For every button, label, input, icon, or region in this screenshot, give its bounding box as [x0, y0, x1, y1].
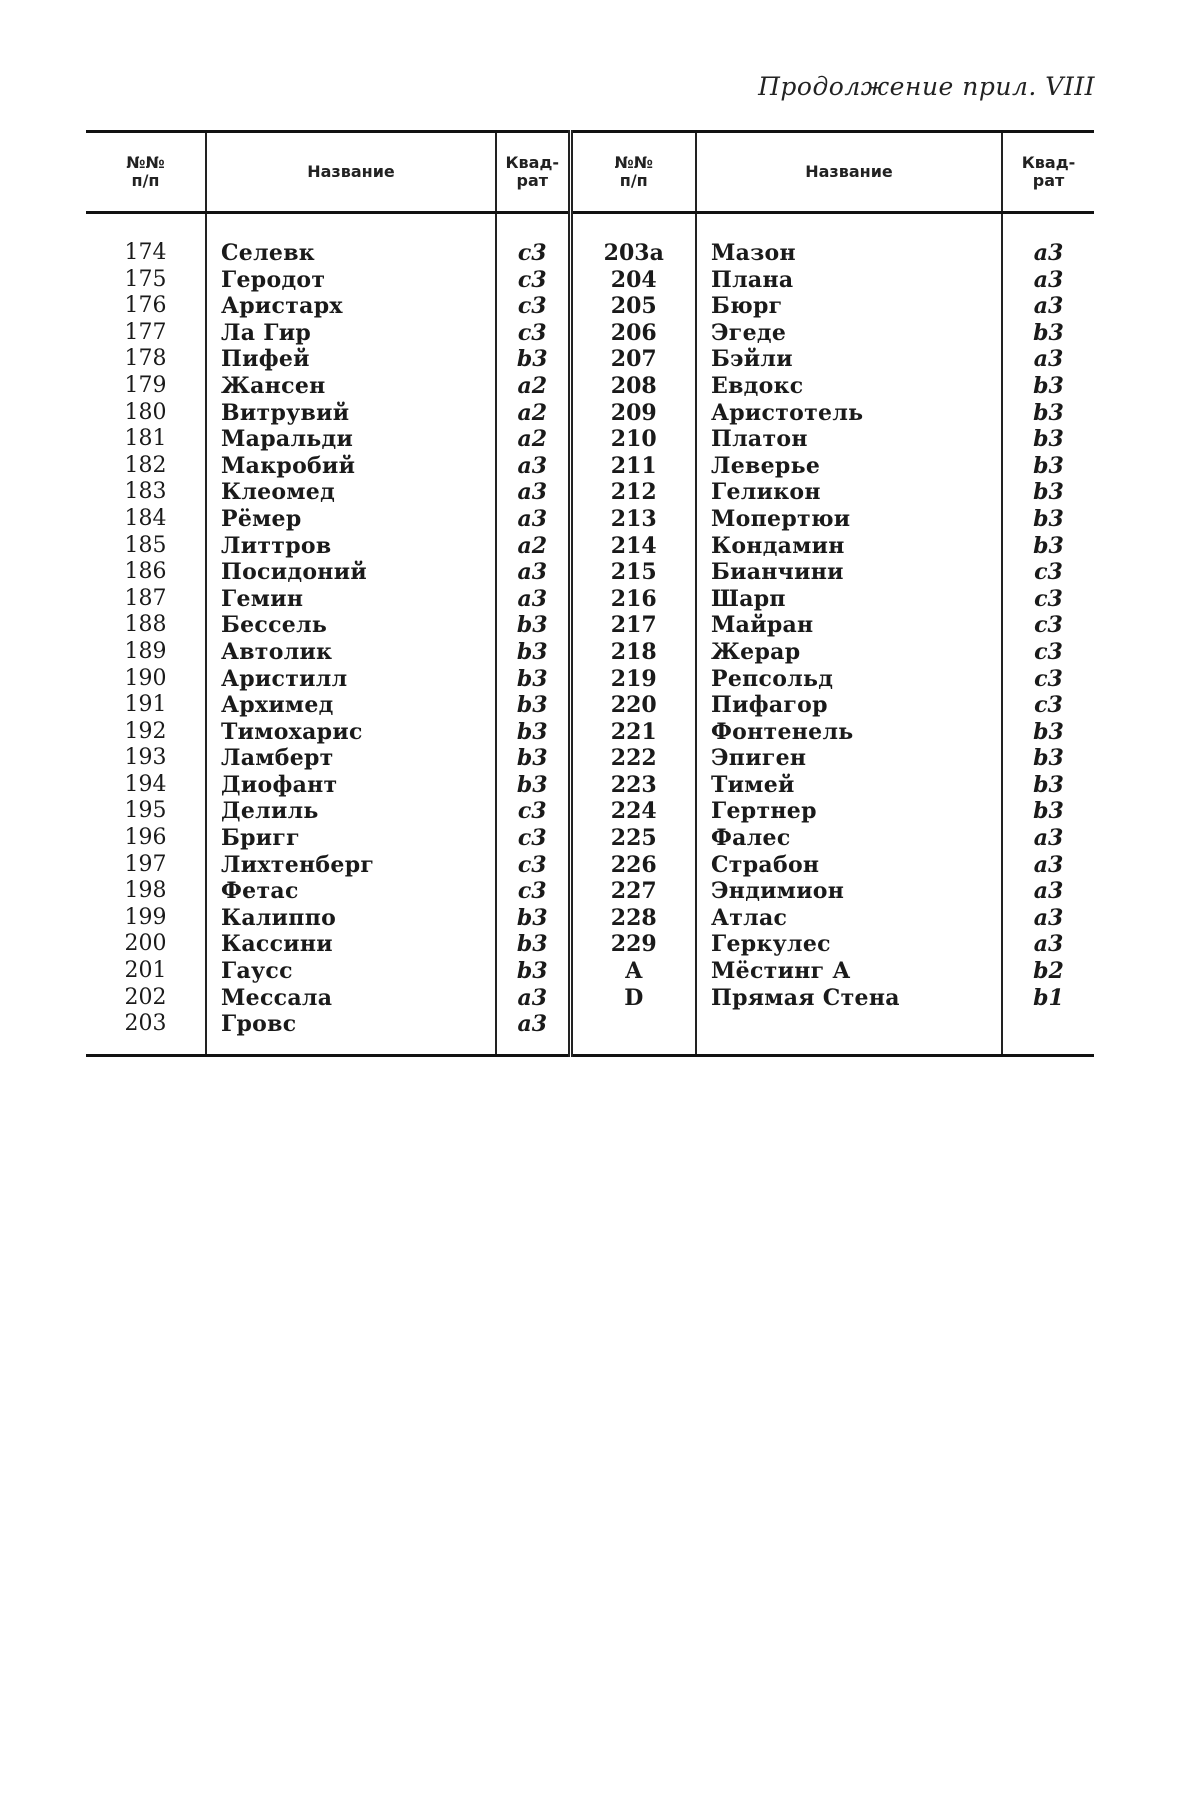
- crater-quadrant: b3: [1002, 533, 1094, 560]
- crater-quadrant: a3: [496, 453, 570, 480]
- crater-name: Фонтенель: [696, 719, 1002, 746]
- crater-number: 208: [570, 373, 696, 400]
- crater-number: 221: [570, 719, 696, 746]
- table-row: [86, 559, 1094, 586]
- crater-name: Фалес: [696, 825, 1002, 852]
- crater-number: 214: [570, 533, 696, 560]
- table-row: [86, 506, 1094, 533]
- crater-quadrant: b3: [1002, 798, 1094, 825]
- crater-number: 219: [570, 666, 696, 693]
- crater-name: Литтров: [206, 533, 496, 560]
- crater-quadrant: b3: [496, 346, 570, 373]
- crater-number: 187: [124, 585, 167, 611]
- crater-name: Пифей: [206, 346, 496, 373]
- table-row: [86, 666, 1094, 693]
- crater-number: 175: [124, 266, 167, 292]
- crater-name: Эпиген: [696, 745, 1002, 772]
- crater-number: 184: [124, 505, 167, 531]
- crater-quadrant: b2: [1002, 958, 1094, 985]
- crater-name: Кассини: [206, 931, 496, 958]
- crater-quadrant: b3: [1002, 320, 1094, 347]
- crater-number: 211: [570, 453, 696, 480]
- crater-quadrant: c3: [1002, 666, 1094, 693]
- crater-quadrant: a3: [1002, 852, 1094, 879]
- crater-quadrant: b3: [496, 612, 570, 639]
- crater-number: 192: [124, 718, 167, 744]
- crater-name: Калиппо: [206, 905, 496, 932]
- crater-quadrant: c3: [1002, 586, 1094, 613]
- table-row: [86, 692, 1094, 719]
- table-body: [86, 213, 1094, 1056]
- crater-name: Селевк: [206, 240, 496, 267]
- crater-name: Бюрг: [696, 293, 1002, 320]
- table-spacer-row: [86, 1038, 1094, 1056]
- crater-name: Маральди: [206, 426, 496, 453]
- crater-name: Бэйли: [696, 346, 1002, 373]
- crater-number: 213: [570, 506, 696, 533]
- crater-quadrant: a3: [1002, 346, 1094, 373]
- crater-name: Тимей: [696, 772, 1002, 799]
- crater-number: 183: [124, 479, 167, 505]
- crater-number: 210: [570, 426, 696, 453]
- crater-name: Эгеде: [696, 320, 1002, 347]
- crater-name: Леверье: [696, 453, 1002, 480]
- crater-number: 190: [124, 665, 167, 691]
- crater-number: [570, 1011, 696, 1038]
- table-row: [86, 293, 1094, 320]
- crater-number: 226: [570, 852, 696, 879]
- crater-quadrant: a3: [1002, 931, 1094, 958]
- table-row: [86, 479, 1094, 506]
- crater-number: 196: [124, 825, 167, 851]
- crater-quadrant: a3: [1002, 240, 1094, 267]
- crater-name: Мазон: [696, 240, 1002, 267]
- table-row: [86, 825, 1094, 852]
- table-row: [86, 878, 1094, 905]
- table-row: [86, 400, 1094, 427]
- crater-number: 188: [124, 612, 167, 638]
- crater-quadrant: b3: [496, 931, 570, 958]
- crater-number: 229: [570, 931, 696, 958]
- crater-number: 179: [124, 372, 167, 398]
- crater-number: 217: [570, 612, 696, 639]
- crater-number: 225: [570, 825, 696, 852]
- table-row: [86, 958, 1094, 985]
- crater-quadrant: b3: [1002, 400, 1094, 427]
- crater-number: 197: [124, 851, 167, 877]
- crater-quadrant: b3: [496, 666, 570, 693]
- crater-quadrant: b3: [1002, 479, 1094, 506]
- crater-name: Ламберт: [206, 745, 496, 772]
- crater-quadrant: c3: [496, 240, 570, 267]
- crater-name: Аристотель: [696, 400, 1002, 427]
- crater-quadrant: a3: [1002, 267, 1094, 294]
- crater-name: Гемин: [206, 586, 496, 613]
- crater-number: 182: [124, 452, 167, 478]
- crater-number: 215: [570, 559, 696, 586]
- crater-name: Лихтенберг: [206, 852, 496, 879]
- crater-name: Геликон: [696, 479, 1002, 506]
- column-header-quadrant: Квад- рат: [496, 132, 570, 213]
- crater-quadrant: b3: [496, 745, 570, 772]
- crater-name: Пифагор: [696, 692, 1002, 719]
- crater-name: Посидоний: [206, 559, 496, 586]
- crater-name: [696, 1011, 1002, 1038]
- crater-number: 202: [124, 984, 167, 1010]
- crater-quadrant: c3: [496, 320, 570, 347]
- table-row: [86, 772, 1094, 799]
- table-row: [86, 852, 1094, 879]
- crater-name: Мёстинг А: [696, 958, 1002, 985]
- crater-quadrant: c3: [1002, 559, 1094, 586]
- crater-name: Мессала: [206, 985, 496, 1012]
- table-row: [86, 745, 1094, 772]
- crater-number: 224: [570, 798, 696, 825]
- crater-quadrant: a2: [496, 533, 570, 560]
- crater-name: Атлас: [696, 905, 1002, 932]
- crater-quadrant: a3: [1002, 825, 1094, 852]
- table-row: [86, 639, 1094, 666]
- crater-name: Плана: [696, 267, 1002, 294]
- crater-number: D: [570, 985, 696, 1012]
- crater-name: Диофант: [206, 772, 496, 799]
- crater-quadrant: a3: [496, 479, 570, 506]
- crater-name: Майран: [696, 612, 1002, 639]
- crater-name: Гертнер: [696, 798, 1002, 825]
- crater-name: Платон: [696, 426, 1002, 453]
- crater-quadrant: a3: [496, 1011, 570, 1038]
- crater-name: Тимохарис: [206, 719, 496, 746]
- crater-quadrant: b3: [496, 772, 570, 799]
- crater-number: 203: [124, 1011, 167, 1037]
- crater-name: Жерар: [696, 639, 1002, 666]
- crater-quadrant: c3: [496, 825, 570, 852]
- crater-quadrant: a3: [496, 559, 570, 586]
- crater-name: Автолик: [206, 639, 496, 666]
- crater-name: Делиль: [206, 798, 496, 825]
- crater-quadrant: b3: [1002, 506, 1094, 533]
- column-header-quadrant-2: Квад- рат: [1002, 132, 1094, 213]
- crater-name: Архимед: [206, 692, 496, 719]
- crater-number: 195: [124, 798, 167, 824]
- table-row: [86, 905, 1094, 932]
- crater-name: Аристарх: [206, 293, 496, 320]
- crater-number: 186: [124, 559, 167, 585]
- crater-name: Геркулес: [696, 931, 1002, 958]
- crater-quadrant: b3: [496, 692, 570, 719]
- crater-name: Гровс: [206, 1011, 496, 1038]
- page-header: Продолжение прил. VIII: [758, 72, 1095, 101]
- crater-number: 204: [570, 267, 696, 294]
- crater-number: 209: [570, 400, 696, 427]
- crater-quadrant: c3: [1002, 612, 1094, 639]
- crater-name: Шарп: [696, 586, 1002, 613]
- crater-quadrant: c3: [496, 293, 570, 320]
- crater-quadrant: c3: [496, 852, 570, 879]
- crater-number: 216: [570, 586, 696, 613]
- crater-name: Ла Гир: [206, 320, 496, 347]
- crater-number: 207: [570, 346, 696, 373]
- crater-quadrant: c3: [496, 798, 570, 825]
- crater-name: Гаусс: [206, 958, 496, 985]
- craters-table-container: [86, 130, 1094, 1057]
- crater-quadrant: b1: [1002, 985, 1094, 1012]
- crater-quadrant: a2: [496, 400, 570, 427]
- crater-quadrant: c3: [1002, 692, 1094, 719]
- crater-quadrant: b3: [1002, 426, 1094, 453]
- table-row: [86, 426, 1094, 453]
- crater-number: 177: [124, 319, 167, 345]
- crater-name: Прямая Стена: [696, 985, 1002, 1012]
- table-row: [86, 612, 1094, 639]
- table-spacer-row: [86, 213, 1094, 241]
- crater-number: 228: [570, 905, 696, 932]
- table-row: [86, 373, 1094, 400]
- column-header-number: №№ п/п: [126, 153, 165, 190]
- crater-number: 201: [124, 958, 167, 984]
- crater-name: Бригг: [206, 825, 496, 852]
- crater-quadrant: b3: [1002, 373, 1094, 400]
- table-row: [86, 346, 1094, 373]
- crater-name: Фетас: [206, 878, 496, 905]
- crater-number: 218: [570, 639, 696, 666]
- crater-name: Клеомед: [206, 479, 496, 506]
- column-header-name-2: Название: [696, 132, 1002, 213]
- table-row: [86, 267, 1094, 294]
- crater-quadrant: c3: [496, 267, 570, 294]
- crater-quadrant: a2: [496, 373, 570, 400]
- crater-number: 193: [124, 745, 167, 771]
- column-header-number-2: №№ п/п: [570, 132, 696, 213]
- crater-quadrant: c3: [496, 878, 570, 905]
- crater-quadrant: c3: [1002, 639, 1094, 666]
- table-row: [86, 719, 1094, 746]
- crater-number: A: [570, 958, 696, 985]
- crater-number: 191: [124, 692, 167, 718]
- table-row: [86, 240, 1094, 267]
- crater-quadrant: a3: [1002, 293, 1094, 320]
- crater-number: 206: [570, 320, 696, 347]
- crater-number: 174: [124, 240, 167, 265]
- crater-name: Витрувий: [206, 400, 496, 427]
- crater-name: Рёмер: [206, 506, 496, 533]
- crater-quadrant: a3: [1002, 905, 1094, 932]
- crater-number: 178: [124, 346, 167, 372]
- table-row: [86, 533, 1094, 560]
- crater-quadrant: b3: [496, 958, 570, 985]
- crater-number: 220: [570, 692, 696, 719]
- table-row: [86, 320, 1094, 347]
- crater-name: Репсольд: [696, 666, 1002, 693]
- column-header-name: Название: [206, 132, 496, 213]
- crater-name: Макробий: [206, 453, 496, 480]
- crater-name: Евдокс: [696, 373, 1002, 400]
- crater-number: 185: [124, 532, 167, 558]
- crater-quadrant: b3: [496, 719, 570, 746]
- crater-name: Мопертюи: [696, 506, 1002, 533]
- crater-quadrant: a2: [496, 426, 570, 453]
- crater-number: 199: [124, 904, 167, 930]
- table-row: [86, 1011, 1094, 1038]
- crater-quadrant: a3: [496, 586, 570, 613]
- crater-number: 212: [570, 479, 696, 506]
- table-row: [86, 985, 1094, 1012]
- crater-name: Бианчини: [696, 559, 1002, 586]
- crater-quadrant: a3: [1002, 878, 1094, 905]
- crater-quadrant: b3: [1002, 772, 1094, 799]
- crater-name: Геродот: [206, 267, 496, 294]
- crater-quadrant: a3: [496, 506, 570, 533]
- crater-quadrant: [1002, 1011, 1094, 1038]
- crater-number: 180: [124, 399, 167, 425]
- crater-number: 181: [124, 426, 167, 452]
- crater-number: 205: [570, 293, 696, 320]
- crater-quadrant: b3: [1002, 453, 1094, 480]
- crater-name: Бессель: [206, 612, 496, 639]
- table-row: [86, 798, 1094, 825]
- crater-name: Кондамин: [696, 533, 1002, 560]
- table-row: [86, 586, 1094, 613]
- table-header-row: [86, 132, 1094, 213]
- crater-number: 223: [570, 772, 696, 799]
- crater-quadrant: b3: [496, 905, 570, 932]
- crater-number: 200: [124, 931, 167, 957]
- crater-quadrant: b3: [496, 639, 570, 666]
- crater-number: 227: [570, 878, 696, 905]
- crater-number: 194: [124, 771, 167, 797]
- craters-table: [86, 130, 1094, 1057]
- crater-quadrant: b3: [1002, 745, 1094, 772]
- crater-number: 189: [124, 638, 167, 664]
- crater-name: Жансен: [206, 373, 496, 400]
- crater-number: 222: [570, 745, 696, 772]
- crater-name: Эндимион: [696, 878, 1002, 905]
- crater-name: Страбон: [696, 852, 1002, 879]
- crater-number: 203а: [570, 240, 696, 267]
- crater-quadrant: b3: [1002, 719, 1094, 746]
- crater-name: Аристилл: [206, 666, 496, 693]
- table-row: [86, 931, 1094, 958]
- crater-number: 176: [124, 293, 167, 319]
- crater-number: 198: [124, 878, 167, 904]
- table-row: [86, 453, 1094, 480]
- crater-quadrant: a3: [496, 985, 570, 1012]
